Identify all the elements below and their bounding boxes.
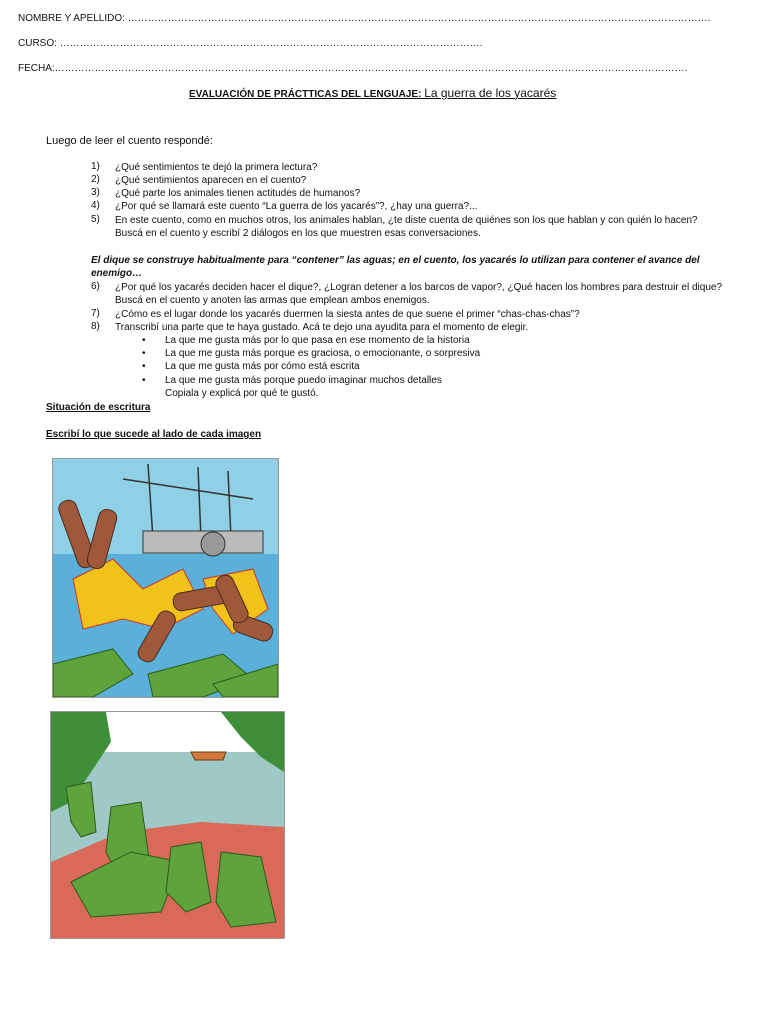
question-text: En este cuento, como en muchos otros, los animales hablan, ¿te diste cuenta de quiénes son los que hablan y con quién lo hacen? Buscá en el cuento y escribí 2 diálogos en los que muestren esas conversaciones.: [115, 215, 698, 240]
course-line: CURSO: ……………………………………………………………………………………………………………….: [18, 38, 483, 49]
bullet-text: La que me gusta más por lo que pasa en ese momento de la historia: [165, 335, 470, 346]
question-text: Transcribí una parte que te haya gustado. Acá te dejo una ayudita para el momento de elegir.: [115, 322, 529, 333]
bullet-glyph: •: [142, 348, 146, 359]
question-text: ¿Qué sentimientos aparecen en el cuento?: [115, 175, 307, 186]
question-text: ¿Qué sentimientos te dejó la primera lectura?: [115, 162, 318, 173]
question-number: 4): [91, 200, 100, 211]
dam-note: El dique se construye habitualmente para “contener” las aguas; en el cuento, los yacarés lo utilizan para contener el avance del enemigo…: [91, 255, 700, 280]
copy-instruction: Copiala y explicá por qué te gustó.: [165, 388, 319, 399]
question-text: ¿Por qué los yacarés deciden hacer el dique?, ¿Logran detener a los barcos de vapor?, ¿Qué hacen los hombres para destruir el dique? Buscá en el cuento y anoten las armas que emplean ambos enemigos.: [115, 282, 723, 307]
section-heading-writing: Situación de escritura: [46, 402, 151, 413]
question-number: 1): [91, 161, 100, 172]
question-number: 2): [91, 174, 100, 185]
bullet-glyph: •: [142, 375, 146, 386]
date-line: FECHA:……………………………………………………………………………………………………………………………………………………………………….: [18, 63, 688, 74]
bullet-glyph: •: [142, 335, 146, 346]
question-number: 6): [91, 281, 100, 292]
illustration-steamboat-dam: [52, 458, 279, 698]
bullet-text: La que me gusta más porque puedo imaginar muchos detalles: [165, 375, 442, 386]
question-text: ¿Qué parte los animales tienen actitudes de humanos?: [115, 188, 361, 199]
bullet-text: La que me gusta más por cómo está escrita: [165, 361, 360, 372]
question-number: 7): [91, 308, 100, 319]
intro-text: Luego de leer el cuento respondé:: [46, 135, 213, 147]
question-number: 5): [91, 214, 100, 225]
page-title: [189, 86, 556, 100]
bullet-glyph: •: [142, 361, 146, 372]
section-heading-images: Escribí lo que sucede al lado de cada imagen: [46, 429, 262, 440]
title-prefix: EVALUACIÓN DE PRÁCTTICAS DEL LENGUAJE:: [189, 89, 425, 100]
question-number: 8): [91, 321, 100, 332]
name-line: NOMBRE Y APELLIDO: ………………………………………………………………………………………………………………………………………………………….: [18, 13, 711, 24]
steamboat-dam-drawing: [53, 459, 278, 697]
question-text: ¿Cómo es el lugar donde los yacarés duermen la siesta antes de que suene el primer “chas-chas-chas”?: [115, 309, 580, 320]
distant-boat: [191, 752, 226, 760]
question-number: 3): [91, 187, 100, 198]
bullet-text: La que me gusta más porque es graciosa, o emocionante, o sorpresiva: [165, 348, 481, 359]
title-story: La guerra de los yacarés: [424, 86, 557, 100]
crocodiles-shore-drawing: [51, 712, 284, 938]
question-text: ¿Por qué se llamará este cuento “La guerra de los yacarés”?, ¿hay una guerra?...: [115, 201, 478, 212]
illustration-crocodiles-shore: [50, 711, 285, 939]
paddle-wheel: [201, 532, 225, 556]
